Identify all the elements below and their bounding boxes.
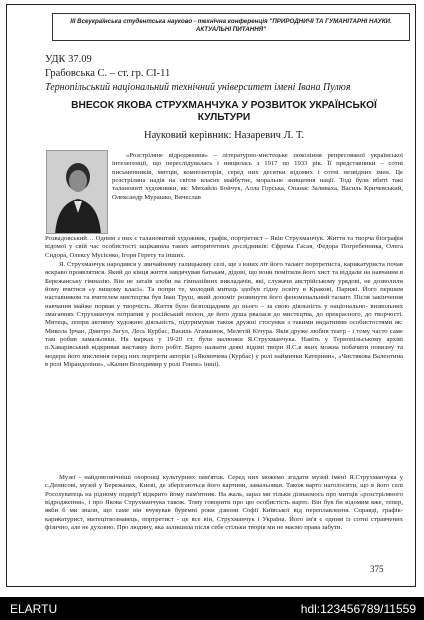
paragraph-intro: «Розстріляне відродження» – літературно-мистецьке покоління репресованої української інтелегенції, що переслідувалась і нищилась з 1917 по 1933 рік. Її представники – сотні письменників, митців, композиторів, серед них десятки відомих і сотні незвідних імен. Це розстріляна надія на світле власне майбутнє, моральне знищення нації. Тоді були вбиті такі талановиті художники, як: Михайло Бойчук, Алла Горська, Опанас Заливаха, Василь Кричевський, Олександр Мурашко, Вячеслав bbox=[112, 152, 403, 201]
conference-line-2: АКТУАЛЬНІ ПИТАННЯ" bbox=[195, 26, 267, 33]
page-number: 375 bbox=[370, 564, 384, 574]
paragraph-biography: Я. Струхманчук народився у звичайному галицькому селі, ще з юних літ його талант портретиста, карикатуриста почав яскраво проявлятися. Який до кінця життя завдячував батькам, дідові, що вони помітили його хист та віддали на навчання в Бережанську гімназію. Він не затаїв злоби на гімназійних викладачів, які, служачи австрійському урядові, не дозволили йому вчитися «у вищому класі». Та попри те, молодий митець здобув гідну освіту в Кракові, Парижі. Його першим наставником та вчителем мистецтва був Іван Труш, який допоміг розвинути його феноменальний талант. Після закінчення навчання майже порвав у творчість. Життя було безпощадним до нього – за свою діяльність у національно- визвольних змаганнях Струхманчук потрапив у російський полон, де його душа рвалася до мистецтва, до прекрасного, до творчості. Митець, попри активну художню діяльність, підтримував також дружні стосунки з такими видатними особистостями як: Микола Ірчан, Дмитро Загул, Лесь Курбас, Василь Атаманюк, Мелетій Кічура. Яків друже любив театр - і тому часто саме там робив замальовки. На марках у 19-20 ст. були малюнки Я.Струхманчука. Навіть у Тернопільському архіві п.Хаварівський відкривав виставку його робіт. Варто назвати деякі відомі твори Я.С.в яких можна побачити повизну та модерн його мислення серед них портрети акторів («Яковичева (Курбас) у ролі наймички Катерини», «Чистякова Валентина в ролі Мірандоліни», «Калин Володимир у ролі Гонпе» інші). bbox=[45, 261, 403, 369]
repository-footer bbox=[0, 597, 424, 620]
supervisor-line: Науковий керівник: Назаревич Л. Т. bbox=[144, 130, 304, 141]
title-line-2: КУЛЬТУРИ bbox=[197, 112, 251, 123]
footer-handle: hdl:123456789/11559 bbox=[300, 602, 416, 616]
udk-code: УДК 37.09 bbox=[45, 54, 92, 65]
university-line: Тернопільський національний технічний університет імені Івана Пулюя bbox=[45, 82, 351, 93]
portrait-photo bbox=[46, 150, 108, 234]
article-title bbox=[45, 100, 403, 124]
conference-line-1: ІІІ Всеукраїнська студентська науково - технічна конференція "ПРИРОДНИЧІ ТА ГУМАНІТАРНІ НАУКИ. bbox=[70, 18, 392, 25]
portrait-image bbox=[47, 151, 108, 234]
conference-header bbox=[52, 13, 410, 41]
paragraph-museums: Музеї - найдовговічніші охоронці культурних пам'яток. Серед них можемо згадати музей імені Я.Струхманчука у с.Денисові, музей у Бережанах, Києві, де зберігаються його картини, замальовки. Також варто наголосити, що в його селі Росохуватець на рідному подвір'ї відкрито йому пам'ятник. На жаль, зараз ми тільки дізнаємось про митців «розстріляного відродження», і про Якова Струхманчука також. Тому говорити про цю особистість варто. Він був би відомим вже, тепер, якби б ми знали, що саме він вчувував буремні роки дзвони Софії Київської від переплавлення. Справді, графік-карикатурист, митецітвознавець, портретист - це все він, Струхманчук і Україна. Його ім'я є одним із сотні стравчених фізично, але не духовно. Про людину, яка залишила після себе стільки творів ми не маємо права забути. bbox=[45, 474, 403, 532]
footer-repository-name: ELARTU bbox=[10, 602, 58, 616]
paragraph-intro-continued: Розвадовський… Одним з них є талановитий художник, графік, портретист – Яків Струхманчук. Життя та творча біографія відомої у свій час особистості зацікавила таких авторитетних дослідників: Єфрема Гасая, Федора Погребенника, Олега Сидора, Олексу Мусієнко, Ігоря Герету та інших. bbox=[45, 235, 403, 259]
author-line: Грабовська С. – ст. гр. СІ-11 bbox=[45, 68, 171, 79]
title-line-1: ВНЕСОК ЯКОВА СТРУХМАНЧУКА У РОЗВИТОК УКРАЇНСЬКОЇ bbox=[71, 100, 377, 111]
